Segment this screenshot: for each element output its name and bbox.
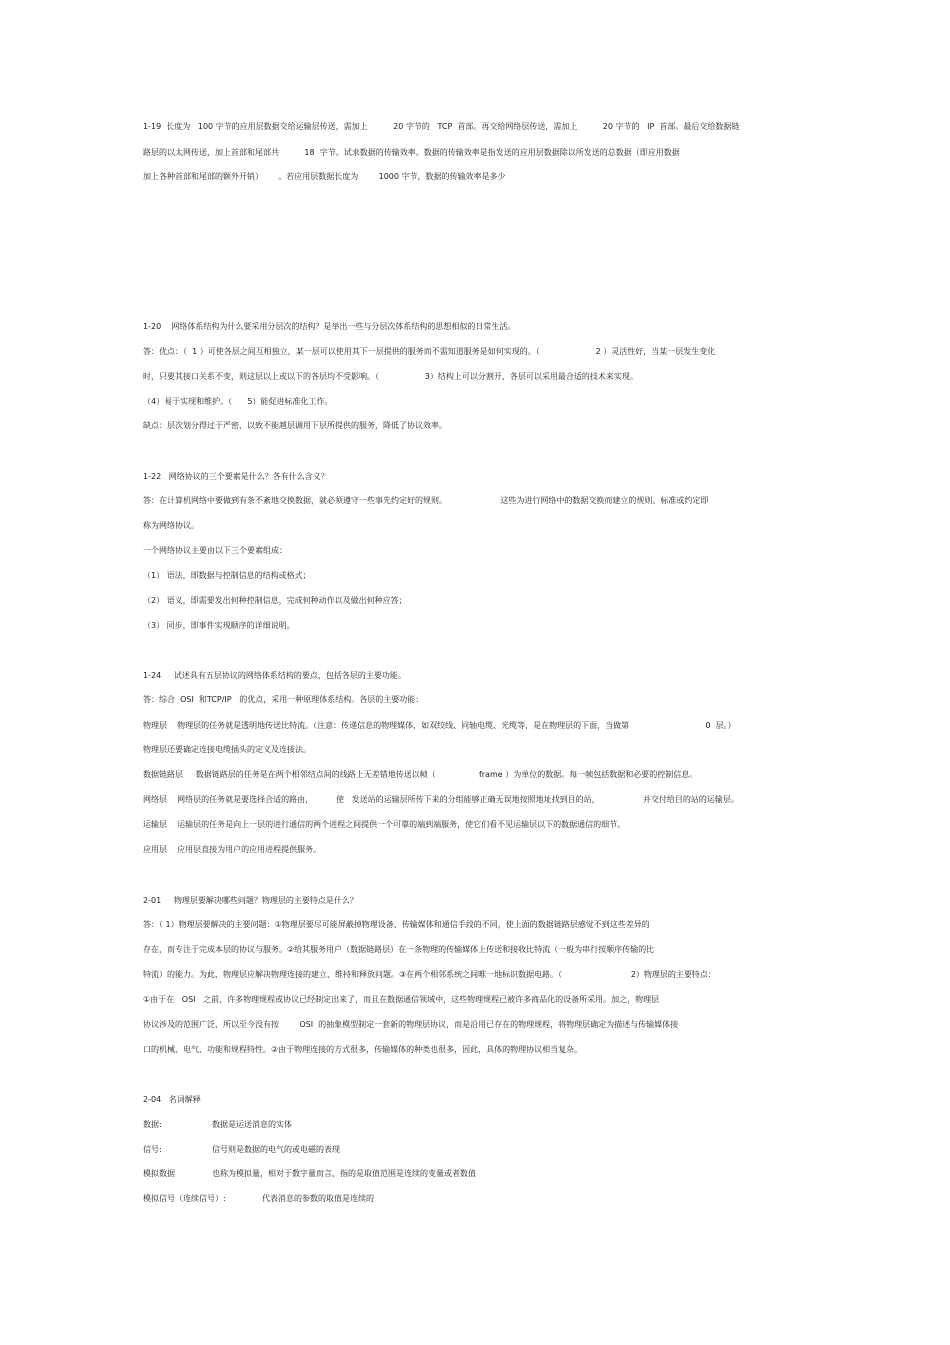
q2-01-line-6: 协议涉及的范围广泛，所以至今没有按 OSI 的抽象模型制定一套新的物理层协议，而是沿用已存在的物理规程，将物理层确定为描述与传输媒体接 (143, 1020, 679, 1029)
q1-19-line-3: 加上各种首部和尾部的额外开销） 。若应用层数据长度为 1000 字节，数据的传输效率是多少 (143, 172, 506, 181)
q1-22-line-3: 称为网络协议。 (143, 521, 199, 530)
q1-24-line-6: 网络层 网络层的任务就是要选择合适的路由， 使 发送站的运输层所传下来的分组能够正确无误地按照地址找到目的站， 并交付给目的站的运输层。 (143, 795, 739, 804)
q1-24-line-7: 运输层 运输层的任务是向上一层的进行通信的两个进程之间提供一个可靠的端到端服务，使它们看不见运输层以下的数据通信的细节。 (143, 820, 626, 829)
q2-01-heading: 2-01 物理层要解决哪些问题？物理层的主要特点是什么？ (143, 896, 358, 905)
q1-20-line-5: 缺点：层次划分得过于严密，以致不能越层调用下层所提供的服务，降低了协议效率。 (143, 421, 447, 430)
q1-22-line-7: （3） 同步，即事件实现顺序的详细说明。 (143, 621, 295, 630)
q1-22-line-2: 答：在计算机网络中要做到有条不紊地交换数据，就必须遵守一些事先约定好的规则。 这些为进行网络中的数据交换而建立的规则、标准或约定即 (143, 496, 709, 505)
q1-24-line-3: 物理层 物理层的任务就是透明地传送比特流。（注意：传递信息的物理媒体，如双绞线、同轴电缆、光缆等，是在物理层的下面，当做第 0 层。） (143, 721, 736, 730)
q1-22-line-5: （1） 语法，即数据与控制信息的结构或格式； (143, 571, 311, 580)
term-analog-data: 模拟数据 (143, 1169, 175, 1178)
q2-04-heading: 2-04 名词解释 (143, 1095, 201, 1104)
q1-24-line-5: 数据链路层 数据链路层的任务是在两个相邻结点间的线路上无差错地传送以帧（ frame ）为单位的数据。每一帧包括数据和必要的控制信息。 (143, 770, 698, 779)
term-data-desc: 数据是运送消息的实体 (212, 1120, 292, 1129)
q2-01-line-3: 存在，而专注于完成本层的协议与服务。②给其服务用户（数据链路层）在一条物理的传输媒体上传送和接收比特流（一般为串行按顺序传输的比 (143, 945, 655, 954)
q2-01-line-5: ①由于在 OSI 之前，许多物理规程或协议已经制定出来了，而且在数据通信领域中，这些物理规程已被许多商品化的设备所采用。加之，物理层 (143, 995, 660, 1004)
q1-20-line-2: 答：优点：（ 1 ）可使各层之间互相独立，某一层可以使用其下一层提供的服务而不需知道服务是如何实现的。（ 2 ）灵活性好，当某一层发生变化 (143, 347, 716, 356)
term-signal: 信号: (143, 1145, 162, 1154)
q1-24-line-8: 应用层 应用层直接为用户的应用进程提供服务。 (143, 845, 322, 854)
q1-19-line-2: 路层的以太网传送，加上首部和尾部共 18 字节。试求数据的传输效率。数据的传输效率是指发送的应用层数据除以所发送的总数据（即应用数据 (143, 148, 680, 157)
q1-22-heading: 1-22 网络协议的三个要素是什么？各有什么含义？ (143, 472, 329, 481)
term-analog-data-desc: 也称为模拟量，相对于数字量而言，指的是取值范围是连续的变量或者数值 (212, 1169, 476, 1178)
q1-24-heading: 1-24 试述具有五层协议的网络体系结构的要点，包括各层的主要功能。 (143, 671, 406, 680)
q1-19-line-1: 1-19 长度为 100 字节的应用层数据交给运输层传送，需加上 20 字节的 TCP 首部。再交给网络层传送，需加上 20 字节的 IP 首部。最后交给数据链 (143, 122, 740, 131)
q2-01-line-2: 答：（ 1）物理层要解决的主要问题：①物理层要尽可能屏蔽掉物理设备、传输媒体和通信手段的不同，使上面的数据链路层感觉不到这些差异的 (143, 920, 650, 929)
term-data: 数据: (143, 1120, 162, 1129)
q1-20-line-4: （4）易于实现和维护。（ 5）能促进标准化工作。 (143, 397, 333, 406)
q2-01-line-7: 口的机械、电气、功能和规程特性。②由于物理连接的方式很多，传输媒体的种类也很多，因此，具体的物理协议相当复杂。 (143, 1045, 583, 1054)
term-analog-signal: 模拟信号（连续信号）: (143, 1194, 226, 1203)
term-signal-desc: 信号则是数据的电气的或电磁的表现 (212, 1145, 340, 1154)
term-analog-signal-desc: 代表消息的参数的取值是连续的 (262, 1194, 374, 1203)
q1-24-line-2: 答：综合 OSI 和TCP/IP 的优点，采用一种原理体系结构。各层的主要功能： (143, 695, 424, 704)
q1-22-line-6: （2） 语义，即需要发出何种控制信息，完成何种动作以及做出何种应答； (143, 596, 407, 605)
q1-22-line-4: 一个网络协议主要由以下三个要素组成： (143, 546, 287, 555)
q1-20-line-3: 时，只要其接口关系不变，则这层以上或以下的各层均不受影响。（ 3）结构上可以分割开，各层可以采用最合适的技术来实现。 (143, 372, 638, 381)
q1-24-line-4: 物理层还要确定连接电缆插头的定义及连接法。 (143, 745, 311, 754)
q2-01-line-4: 特流）的能力。为此，物理层应解决物理连接的建立、维持和释放问题。③在两个相邻系统之间唯一地标识数据电路。（ 2）物理层的主要特点： (143, 970, 716, 979)
q1-20-heading: 1-20 网络体系结构为什么要采用分层次的结构？是举出一些与分层次体系结构的思想相似的日常生活。 (143, 322, 516, 331)
